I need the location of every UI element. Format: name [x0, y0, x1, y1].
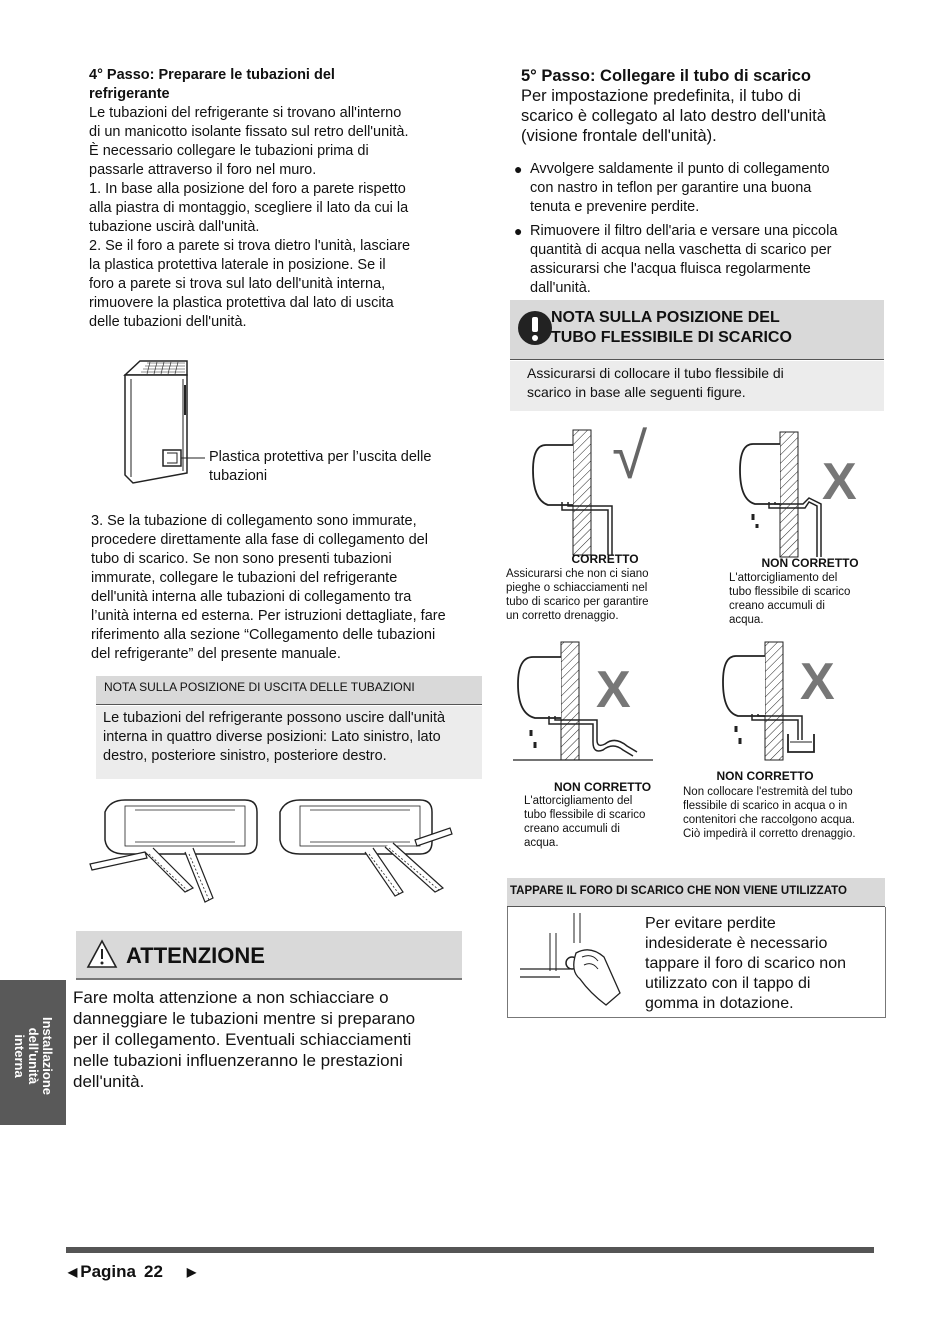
bullet-item-1	[514, 160, 884, 217]
plug-drain-header	[507, 878, 885, 907]
bullet-icon: ●	[514, 161, 523, 177]
text-line: Ciò impedirà il corretto drenaggio.	[683, 828, 856, 840]
text-line: L'attorcigliamento del	[524, 795, 633, 807]
text-line: scarico è collegato al lato destro dell'unità	[521, 107, 826, 125]
text-line: acqua.	[729, 614, 764, 626]
text-line: gomma in dotazione.	[645, 995, 794, 1012]
text-line: l’unità interna ed esterna. Per istruzioni dettagliate, fare	[91, 608, 446, 624]
protective-plastic-callout	[209, 448, 479, 486]
x-mark-icon: X	[596, 661, 631, 719]
next-page-icon[interactable]: ▶	[186, 1265, 197, 1279]
bullet-item-2	[514, 222, 884, 298]
step4-body	[89, 104, 469, 332]
step5-section	[521, 66, 881, 146]
drain-note-body	[510, 361, 884, 411]
fig1-caption: CORRETTO	[571, 552, 639, 566]
page-number: 22	[143, 1262, 163, 1281]
text-line: pieghe o schiacciamenti nel	[506, 582, 648, 594]
text-line: immurate, collegare le tubazioni del refrigerante	[91, 570, 398, 586]
text-line: tubo flessibile di scarico	[729, 586, 851, 598]
text-line: creano accumuli di	[524, 823, 620, 835]
text-line: scarico in base alle seguenti figure.	[527, 384, 746, 400]
text-line: TUBO FLESSIBILE DI SCARICO	[551, 329, 792, 346]
text-line: acqua.	[524, 837, 559, 849]
text-line: interna	[12, 1034, 27, 1078]
plug-drain-title: TAPPARE IL FORO DI SCARICO CHE NON VIENE UTILIZZATO	[510, 885, 847, 897]
text-line: destro, posteriore sinistro, posteriore destro.	[103, 748, 387, 764]
text-line: dell'unità	[26, 1027, 41, 1085]
x-mark-icon: X	[822, 453, 857, 511]
text-line: tubazioni	[209, 468, 268, 484]
text-line: contenitori che raccolgono acqua.	[683, 814, 855, 826]
text-line: delle tubazioni dell'unità.	[89, 314, 247, 330]
footer-rule	[66, 1247, 874, 1253]
text-line: creano accumuli di	[729, 600, 825, 612]
fig2-description	[729, 571, 889, 627]
text-line: Le tubazioni del refrigerante possono uscire dall'unità	[103, 710, 446, 726]
warning-triangle-icon	[86, 939, 118, 969]
fig1-description	[506, 567, 686, 623]
caution-header	[76, 931, 462, 980]
fig4-description	[683, 785, 888, 841]
caution-title: ATTENZIONE	[126, 943, 265, 968]
text-line: tubo di scarico per garantire	[506, 596, 649, 608]
pipe-exit-note-body	[96, 706, 482, 779]
text-line: Rimuovere il filtro dell'aria e versare una piccola	[530, 223, 838, 239]
text-line: dall'unità.	[530, 280, 591, 296]
text-line: procedere direttamente alla fase di collegamento del	[91, 532, 428, 548]
check-mark-icon: √	[612, 420, 648, 494]
section-side-tab	[0, 980, 66, 1125]
text-line: Installazione	[40, 1016, 55, 1096]
text-line: È necessario collegare le tubazioni prima di	[89, 143, 369, 159]
text-line: tubazione uscirà dall'unità.	[89, 219, 260, 235]
pipe-exit-note-header	[96, 676, 482, 705]
text-line: la plastica protettiva laterale in posizione. Se il	[89, 257, 386, 273]
exclamation-icon	[517, 310, 553, 346]
text-line: nelle tubazioni influenzeranno le prestazioni	[73, 1051, 403, 1070]
prev-page-icon[interactable]: ◀	[68, 1265, 78, 1279]
text-line: flessibile di scarico in acqua o in	[683, 800, 848, 812]
side-tab-label	[12, 985, 54, 1127]
text-line: Non collocare l'estremità del tubo	[683, 786, 853, 798]
text-line: 3. Se la tubazione di collegamento sono immurate,	[91, 513, 417, 529]
text-line: NOTA SULLA POSIZIONE DEL	[551, 309, 780, 326]
text-line: danneggiare le tubazioni mentre si preparano	[73, 1009, 416, 1028]
text-line: 1. In base alla posizione del foro a parete rispetto	[89, 181, 406, 197]
text-line: L'attorcigliamento del	[729, 572, 838, 584]
drain-figure-incorrect-kink	[735, 432, 835, 557]
text-line: per il collegamento. Eventuali schiacciamenti	[73, 1030, 412, 1049]
caution-body	[73, 987, 473, 1092]
page-label: Pagina	[80, 1262, 136, 1281]
step4-title: 4° Passo: Preparare le tubazioni del refrigerante	[89, 67, 335, 102]
fig3-caption: NON CORRETTO	[553, 780, 652, 794]
text-line: del refrigerante” del presente manuale.	[91, 646, 341, 662]
text-line: 2. Se il foro a parete si trova dietro l'unità, lasciare	[89, 238, 411, 254]
text-line: Assicurarsi di collocare il tubo flessibile di	[527, 365, 784, 381]
page-navigation	[68, 1262, 196, 1282]
plug-drain-body	[507, 907, 886, 1018]
fig2-caption: NON CORRETTO	[761, 556, 859, 570]
text-line: passarle attraverso il foro nel muro.	[89, 162, 317, 178]
drain-note-title	[551, 308, 792, 348]
text-line: di un manicotto isolante fissato sul retro dell'unità.	[89, 124, 409, 140]
text-line: Plastica protettiva per l’uscita delle	[209, 449, 432, 465]
text-line: riferimento alla sezione “Collegamento delle tubazioni	[91, 627, 436, 643]
step5-title: 5° Passo: Collegare il tubo di scarico	[521, 67, 811, 85]
step4-section	[89, 66, 469, 332]
bullet-icon: ●	[514, 223, 523, 239]
text-line: assicurarsi che l'acqua fluisca regolarmente	[530, 261, 811, 277]
text-line: Le tubazioni del refrigerante si trovano all'interno	[89, 105, 402, 121]
plug-drain-text	[645, 914, 880, 1014]
text-line: rimuovere la plastica protettiva dal lato di uscita	[89, 295, 394, 311]
text-line: dell'unità.	[73, 1072, 145, 1091]
fig4-caption: NON CORRETTO	[716, 769, 814, 783]
text-line: con nastro in teflon per garantire una buona	[530, 180, 812, 196]
text-line: quantità di acqua nella vaschetta di scarico per	[530, 242, 832, 258]
text-line: dell'unità interna alle tubazioni di collegamento tra	[91, 589, 412, 605]
text-line: un corretto drenaggio.	[506, 610, 619, 622]
text-line: Fare molta attenzione a non schiacciare o	[73, 988, 389, 1007]
text-line: tubo di scarico. Se non sono presenti tubazioni	[91, 551, 392, 567]
text-line: tenuta e prevenire perdite.	[530, 199, 700, 215]
step4-point3	[91, 512, 486, 664]
x-mark-icon: X	[800, 653, 835, 711]
text-line: Per evitare perdite	[645, 915, 776, 932]
pipe-exit-note-title: NOTA SULLA POSIZIONE DI USCITA DELLE TUBAZIONI	[104, 680, 415, 694]
drain-figure-incorrect-loop	[513, 642, 653, 772]
text-line: tappare il foro di scarico non	[645, 955, 846, 972]
text-line: foro a parete si trova sul lato dell'unità interna,	[89, 276, 386, 292]
text-line: indesiderate è necessario	[645, 935, 828, 952]
text-line: (visione frontale dell'unità).	[521, 127, 717, 145]
text-line: Assicurarsi che non ci siano	[506, 568, 649, 580]
text-line: interna in quattro diverse posizioni: Lato sinistro, lato	[103, 729, 441, 745]
text-line: tubo flessibile di scarico	[524, 809, 646, 821]
text-line: utilizzato con il tappo di	[645, 975, 811, 992]
drain-note-header	[510, 300, 884, 360]
text-line: Avvolgere saldamente il punto di collegamento	[530, 161, 830, 177]
hand-plugging-drain-illustration	[520, 913, 630, 1009]
pipe-exit-illustration	[85, 792, 470, 917]
text-line: Per impostazione predefinita, il tubo di	[521, 87, 801, 105]
fig3-description	[524, 794, 684, 850]
indoor-unit-side-illustration	[115, 355, 215, 490]
text-line: alla piastra di montaggio, scegliere il lato da cui la	[89, 200, 409, 216]
